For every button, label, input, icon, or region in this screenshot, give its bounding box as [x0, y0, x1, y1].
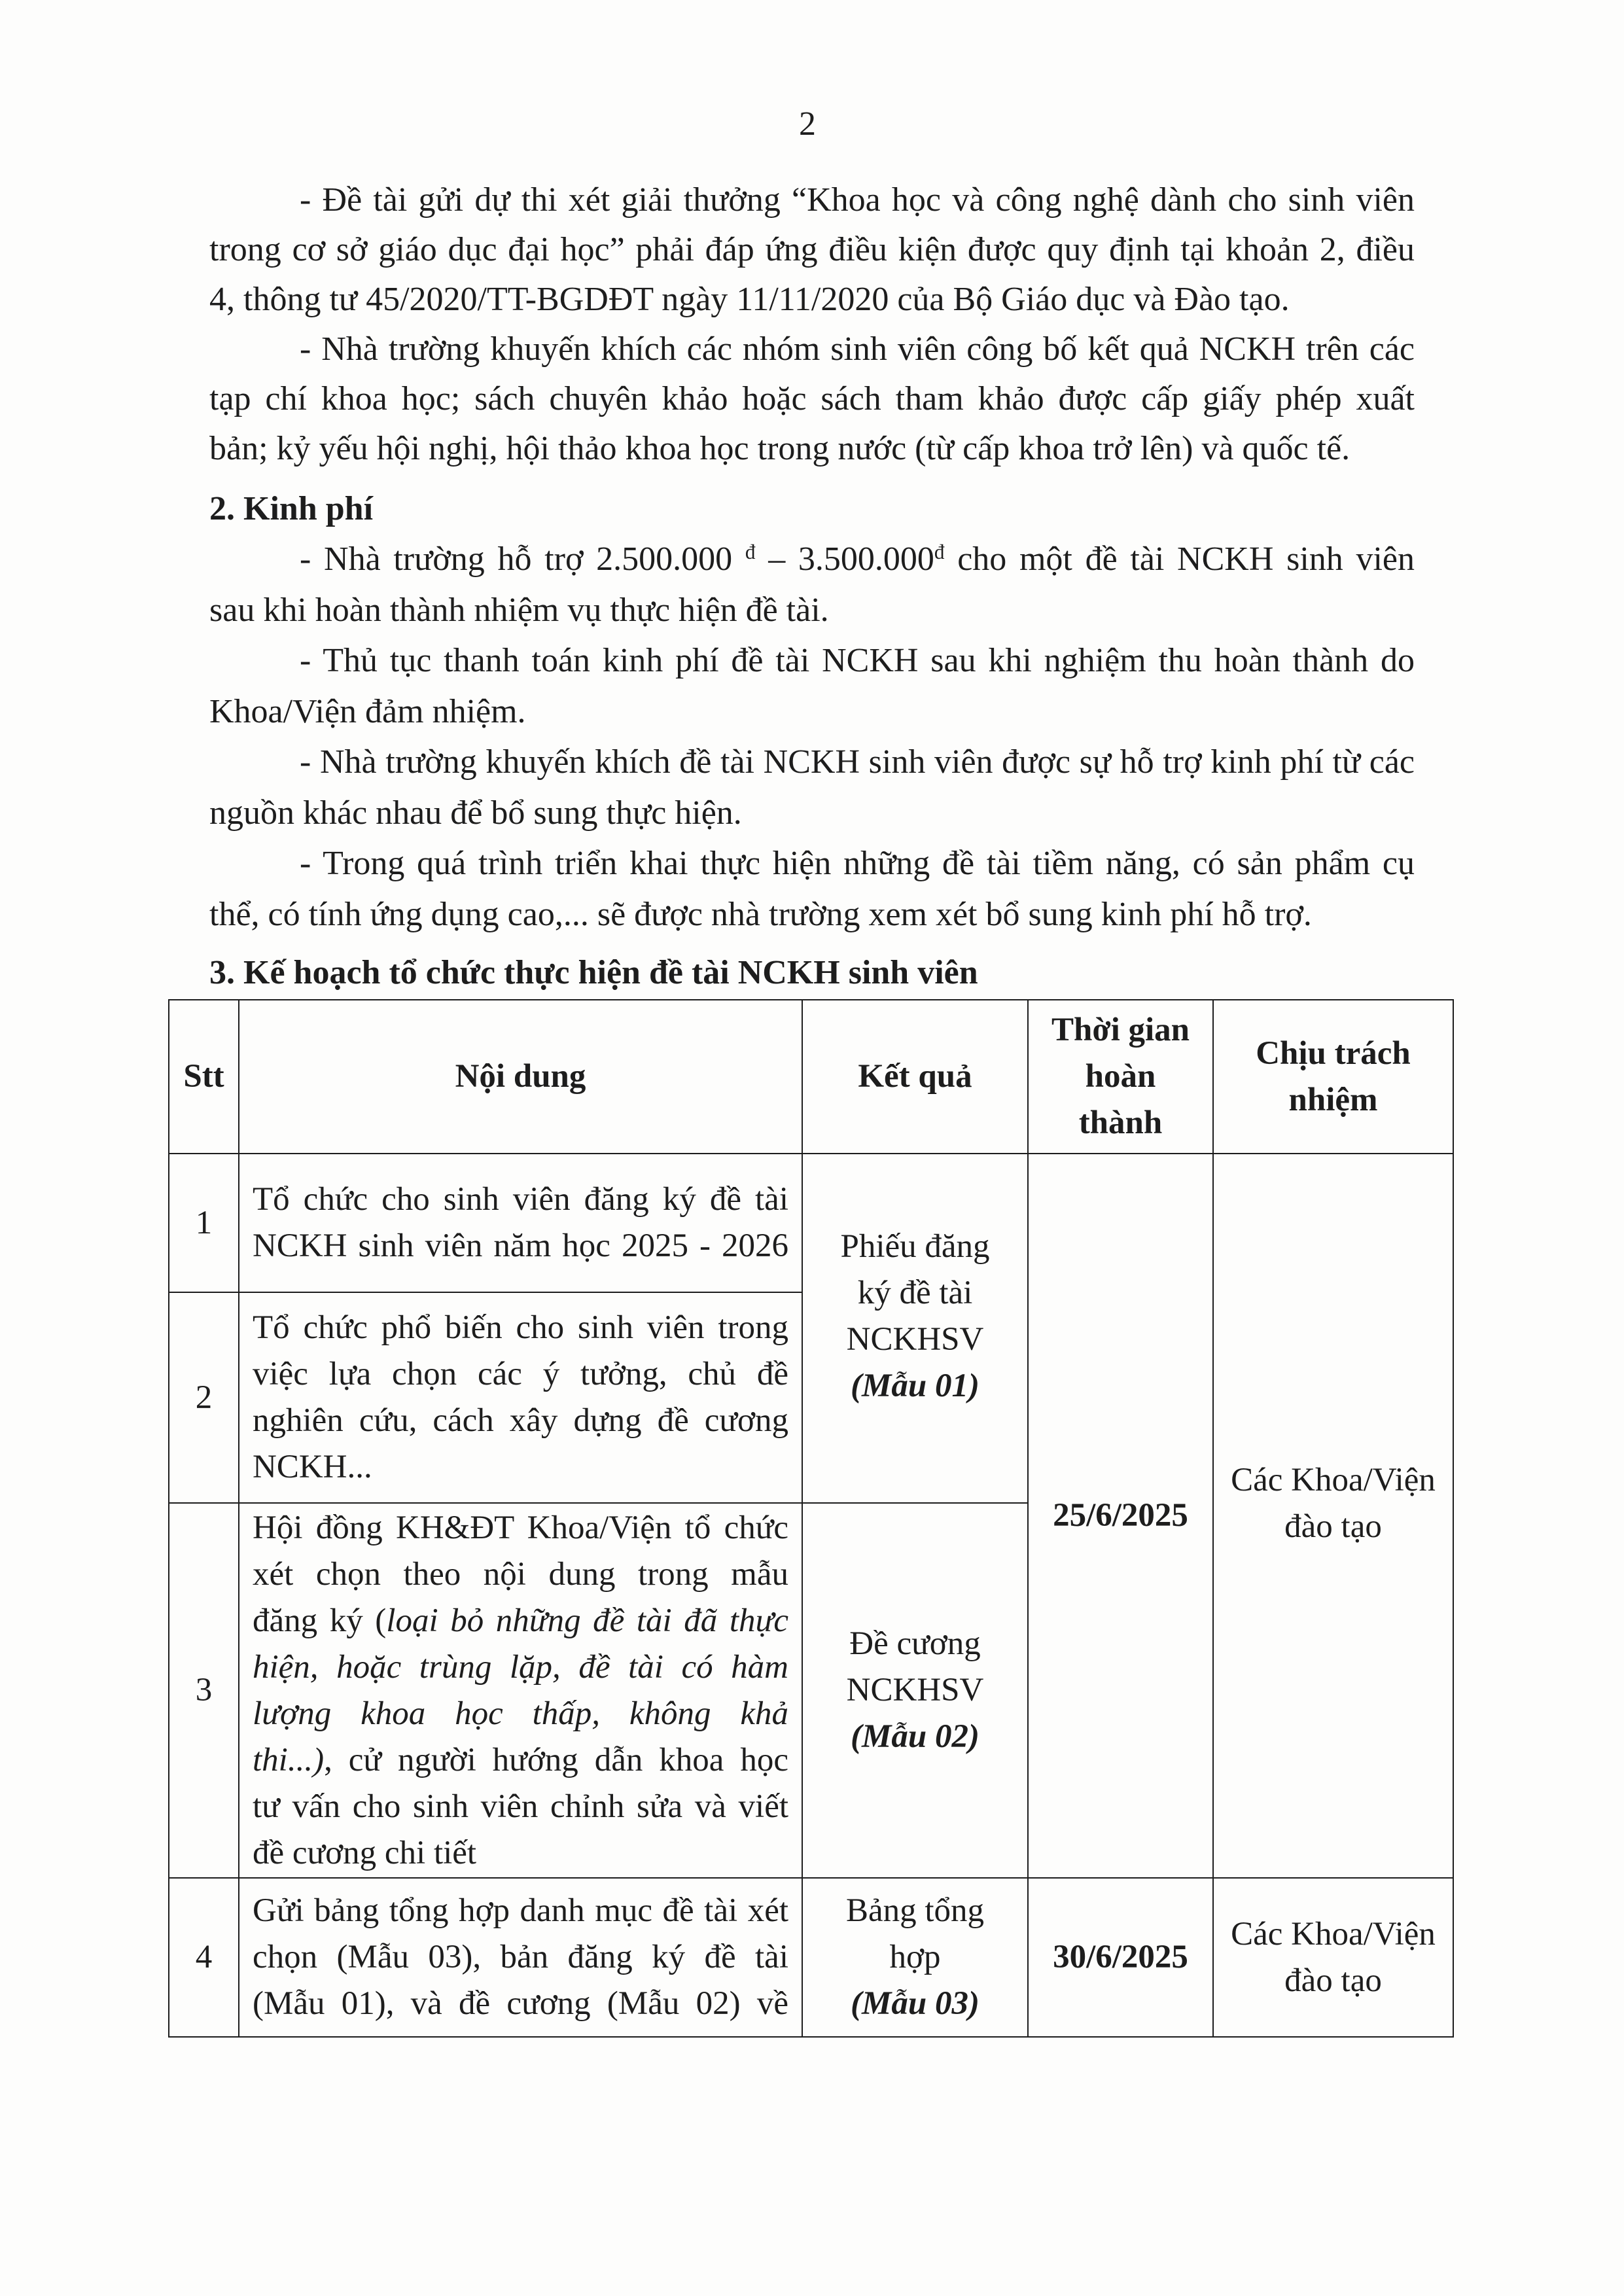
- content-line: [253, 1598, 788, 1644]
- content-line: Hội đồng KH&ĐT Khoa/Viện tổ chức: [253, 1509, 788, 1546]
- paragraph-line: [209, 534, 1415, 585]
- content-line: đề cương chi tiết: [253, 1834, 477, 1871]
- result-line: Bảng tổng: [845, 1892, 985, 1929]
- section-1-requirements: [209, 175, 1415, 474]
- row-content: [239, 1154, 802, 1292]
- content-text: , cử người hướng dẫn khoa học: [324, 1741, 788, 1778]
- content-line: việc lựa chọn các ý tưởng, chủ đề: [253, 1356, 788, 1392]
- section-3-heading: 3. Kế hoạch tổ chức thực hiện đề tài NCKH sinh viên: [209, 954, 978, 991]
- funding-text: – 3.500.000: [755, 540, 934, 578]
- content-line: NCKH sinh viên năm học 2025 - 2026: [253, 1227, 788, 1264]
- form-reference: (Mẫu 03): [851, 1985, 980, 2022]
- row-stt: 1: [169, 1154, 239, 1292]
- paragraph-line: trong cơ sở giáo dục đại học” phải đáp ứng điều kiện được quy định tại khoản 2, điều: [209, 231, 1415, 268]
- paragraph-line: - Đề tài gửi dự thi xét giải thưởng “Khoa học và công nghệ dành cho sinh viên: [300, 181, 1415, 219]
- row-stt: 3: [169, 1503, 239, 1878]
- row-content: [239, 1878, 802, 2037]
- header-content: Nội dung: [239, 1000, 802, 1154]
- header-deadline: [1028, 1000, 1213, 1154]
- table-header-row: [169, 1000, 1453, 1154]
- result-cell: [802, 1154, 1028, 1503]
- paragraph-line: 4, thông tư 45/2020/TT-BGDĐT ngày 11/11/2020 của Bộ Giáo dục và Đào tạo.: [209, 281, 1290, 318]
- currency-symbol: đ: [934, 540, 945, 563]
- row-content: [239, 1292, 802, 1503]
- paragraph-line: - Nhà trường khuyến khích đề tài NCKH sinh viên được sự hỗ trợ kinh phí từ các: [300, 743, 1415, 781]
- section-2-funding: [209, 534, 1415, 940]
- section-2-heading: 2. Kinh phí: [209, 490, 374, 527]
- content-line: lượng khoa học thấp, không khả: [253, 1695, 788, 1732]
- paragraph-line: tạp chí khoa học; sách chuyên khảo hoặc sách tham khảo được cấp giấy phép xuất: [209, 380, 1415, 417]
- result-cell: [802, 1878, 1028, 2037]
- funding-text: cho một đề tài NCKH sinh viên: [944, 540, 1415, 578]
- header-line: Chịu trách: [1256, 1034, 1411, 1072]
- responsible-cell: [1213, 1878, 1453, 2037]
- responsible-line: Các Khoa/Viện: [1231, 1915, 1436, 1952]
- form-reference: (Mẫu 01): [851, 1368, 980, 1404]
- content-line: Tổ chức phổ biến cho sinh viên trong: [253, 1309, 788, 1346]
- table-row: [169, 1878, 1453, 2037]
- paragraph-line: Khoa/Viện đảm nhiệm.: [209, 692, 526, 730]
- content-line: (Mẫu 01), và đề cương (Mẫu 02) về: [253, 1985, 788, 2022]
- content-line: tư vấn cho sinh viên chỉnh sửa và viết: [253, 1788, 788, 1825]
- paragraph-line: bản; kỷ yếu hội nghị, hội thảo khoa học trong nước (từ cấp khoa trở lên) và quốc tế.: [209, 430, 1350, 467]
- result-line: hợp: [889, 1939, 941, 1975]
- result-cell: [802, 1503, 1028, 1878]
- content-text: đăng ký (: [253, 1602, 387, 1639]
- result-line: Đề cương: [849, 1625, 981, 1662]
- content-line: nghiên cứu, cách xây dựng đề cương: [253, 1402, 788, 1439]
- header-responsible: [1213, 1000, 1453, 1154]
- responsible-line: đào tạo: [1284, 1962, 1382, 1999]
- result-line: NCKHSV: [846, 1321, 984, 1358]
- paragraph-line: - Thủ tục thanh toán kinh phí đề tài NCKH sau khi nghiệm thu hoàn thành do: [300, 642, 1415, 679]
- currency-symbol: đ: [745, 540, 756, 563]
- responsible-line: đào tạo: [1284, 1508, 1382, 1545]
- content-italic-text: thi...): [253, 1741, 325, 1778]
- deadline-cell: 25/6/2025: [1028, 1154, 1213, 1878]
- form-reference: (Mẫu 02): [851, 1718, 980, 1755]
- paragraph-line: nguồn khác nhau để bổ sung thực hiện.: [209, 794, 742, 832]
- responsible-cell: [1213, 1154, 1453, 1878]
- result-line: NCKHSV: [846, 1672, 984, 1708]
- row-content: [239, 1503, 802, 1878]
- content-line: NCKH...: [253, 1449, 372, 1485]
- responsible-line: Các Khoa/Viện: [1231, 1461, 1436, 1498]
- content-italic-text: loại bỏ những đề tài đã thực: [386, 1602, 788, 1639]
- content-line: [253, 1737, 788, 1784]
- paragraph-line: - Nhà trường khuyến khích các nhóm sinh viên công bố kết quả NCKH trên các: [300, 330, 1415, 368]
- result-line: Phiếu đăng: [840, 1228, 990, 1265]
- header-line: thành: [1078, 1104, 1163, 1141]
- content-line: hiện, hoặc trùng lặp, đề tài có hàm: [253, 1648, 788, 1686]
- content-line: Gửi bảng tổng hợp danh mục đề tài xét: [253, 1892, 788, 1929]
- funding-text: - Nhà trường hỗ trợ 2.500.000: [300, 540, 745, 578]
- page-number: 2: [799, 105, 816, 143]
- header-result: Kết quả: [802, 1000, 1028, 1154]
- header-line: hoàn: [1085, 1058, 1156, 1095]
- deadline-cell: 30/6/2025: [1028, 1878, 1213, 2037]
- row-stt: 4: [169, 1878, 239, 2037]
- header-stt: Stt: [169, 1000, 239, 1154]
- header-line: Thời gian: [1051, 1012, 1190, 1048]
- row-stt: 2: [169, 1292, 239, 1503]
- content-line: xét chọn theo nội dung trong mẫu: [253, 1555, 788, 1593]
- content-line: chọn (Mẫu 03), bản đăng ký đề tài: [253, 1939, 788, 1975]
- table-row: [169, 1154, 1453, 1292]
- paragraph-line: sau khi hoàn thành nhiệm vụ thực hiện đề tài.: [209, 591, 829, 629]
- paragraph-line: thể, có tính ứng dụng cao,... sẽ được nhà trường xem xét bổ sung kinh phí hỗ trợ.: [209, 895, 1312, 933]
- paragraph-line: - Trong quá trình triển khai thực hiện những đề tài tiềm năng, có sản phẩm cụ: [300, 845, 1415, 882]
- implementation-plan-table: [168, 999, 1454, 2038]
- result-line: ký đề tài: [857, 1275, 973, 1311]
- header-line: nhiệm: [1288, 1081, 1378, 1118]
- content-line: Tổ chức cho sinh viên đăng ký đề tài: [253, 1181, 788, 1218]
